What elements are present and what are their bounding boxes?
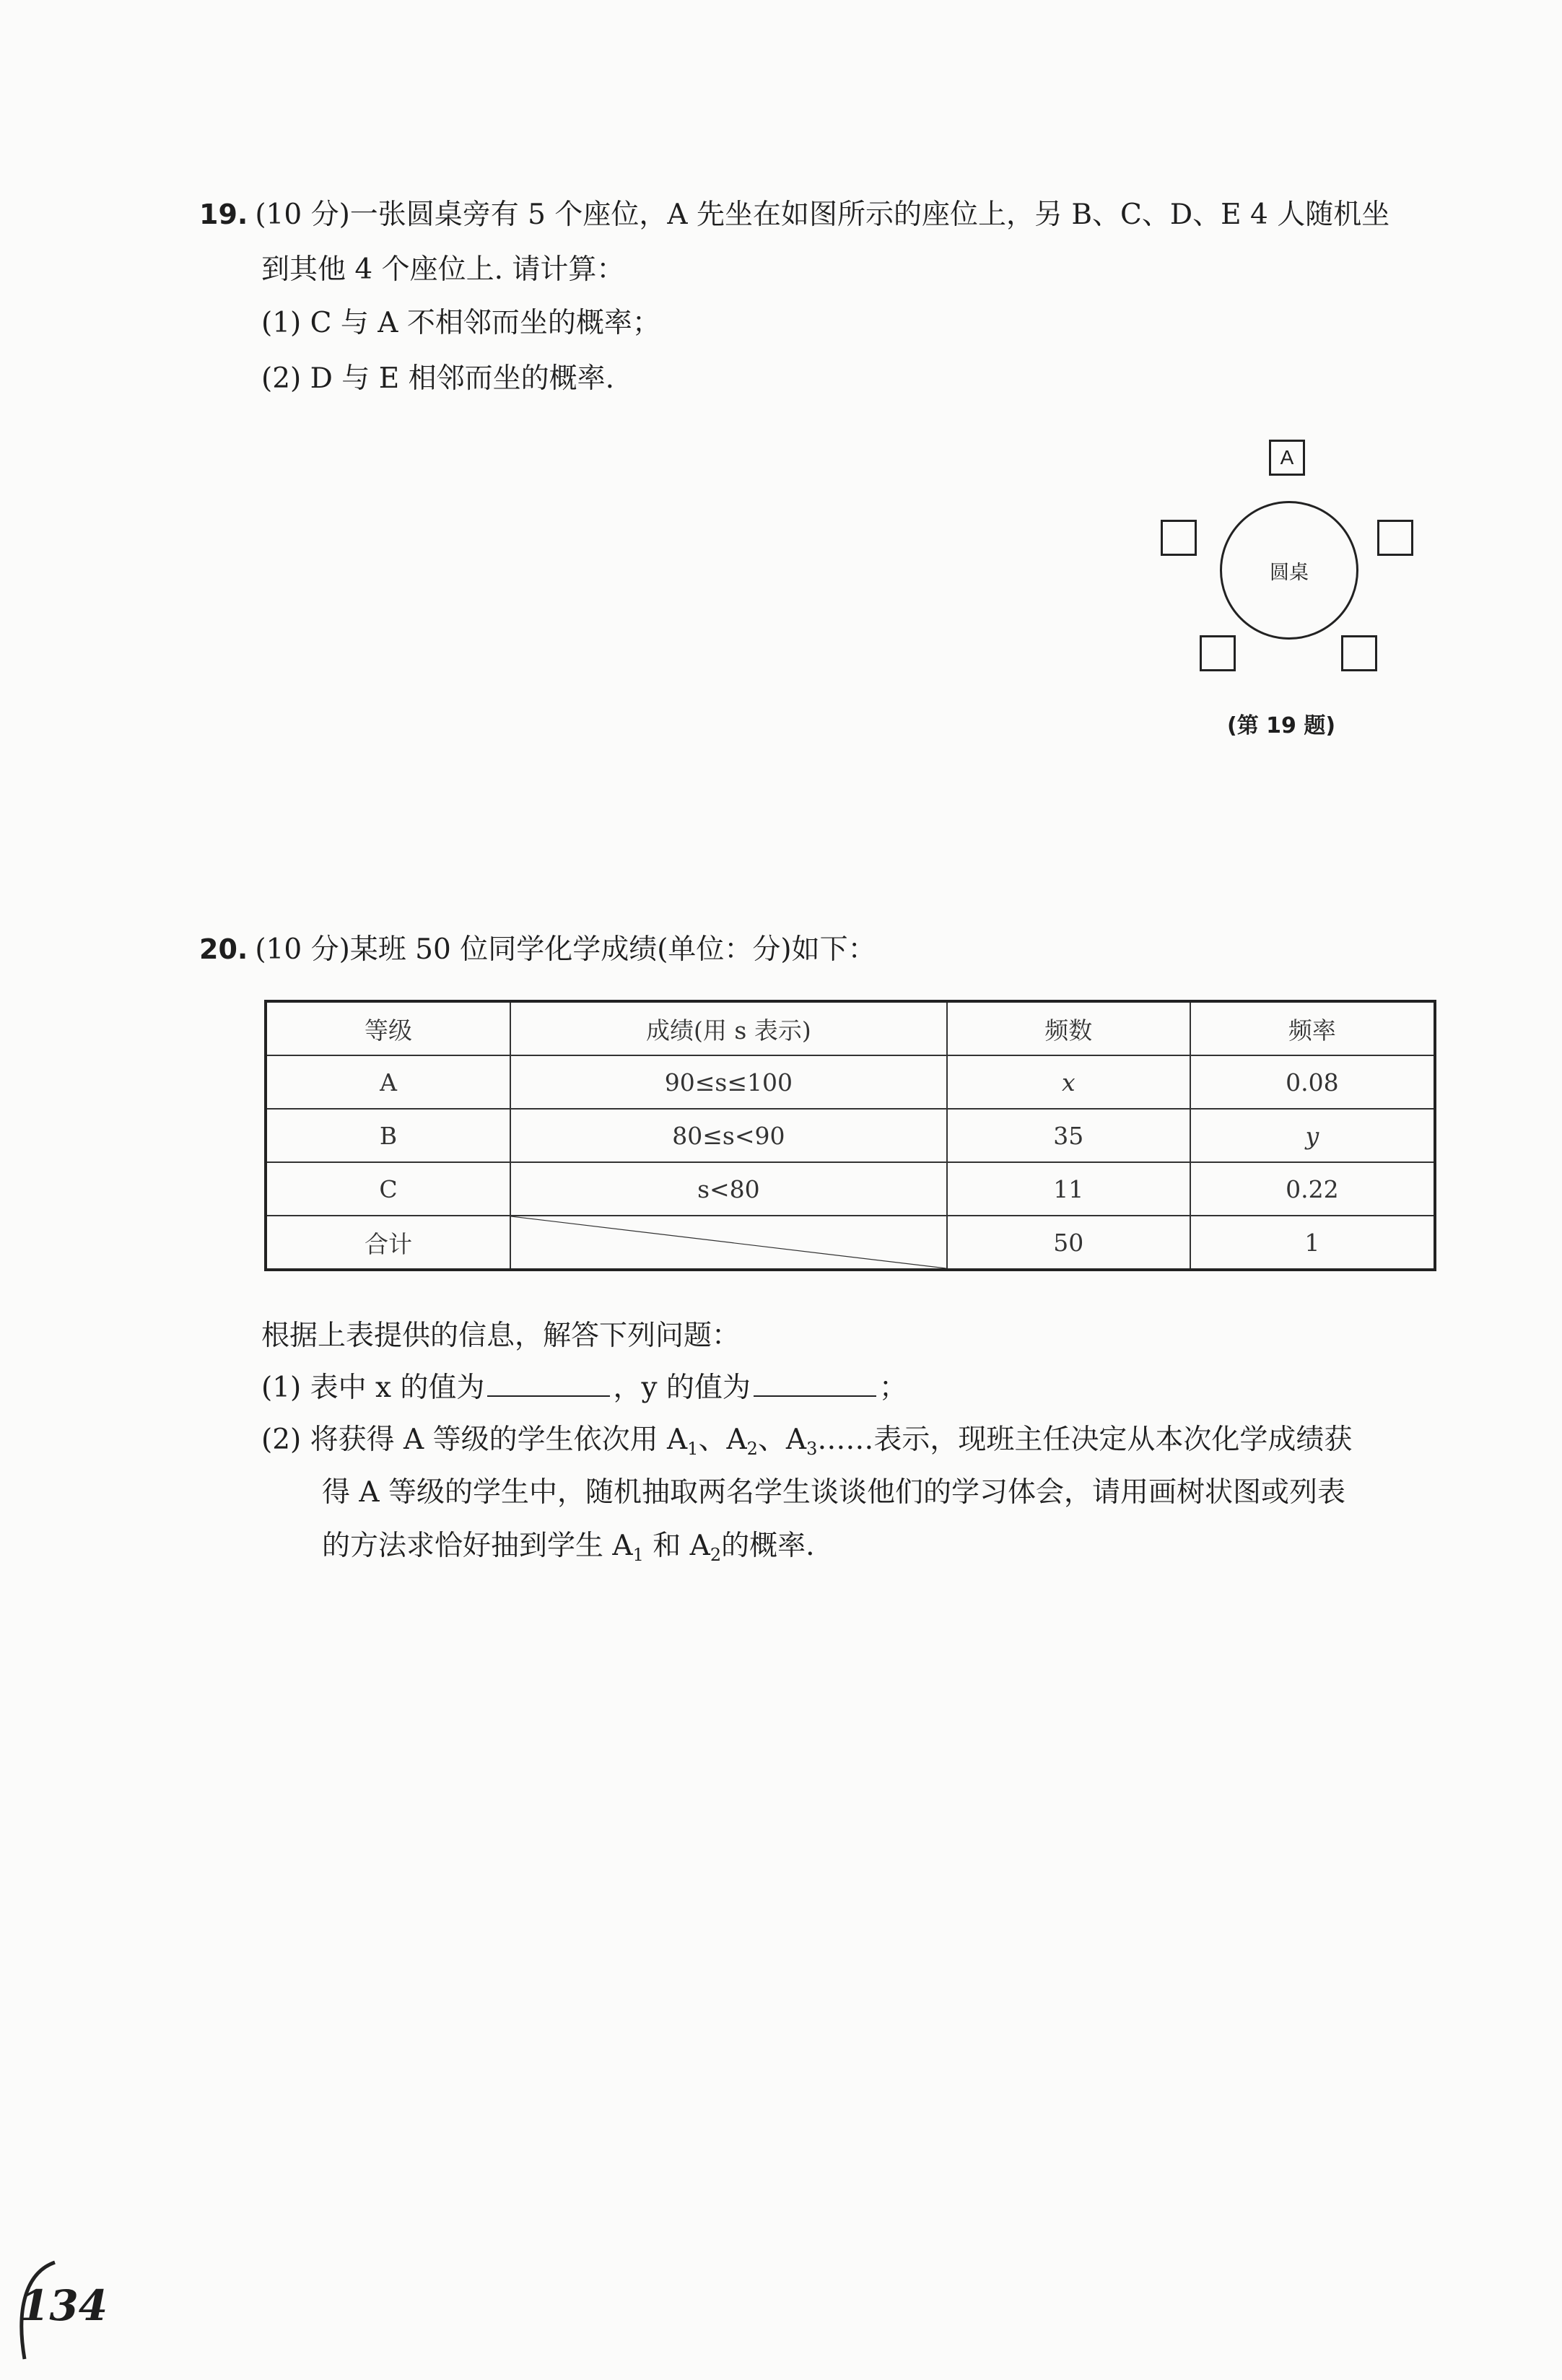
q20-part2-text: ……表示，现班主任决定从本次化学成绩获	[817, 1424, 1353, 1456]
q20-part1-text-c: ；	[878, 1372, 907, 1404]
table-cell: 80≤s<90	[510, 1109, 947, 1162]
diagonal-line	[511, 1216, 946, 1268]
table-header-row	[266, 1001, 1435, 1055]
table-cell: x	[947, 1055, 1190, 1109]
subscript: 2	[710, 1545, 722, 1565]
table-cell: 合计	[266, 1216, 510, 1270]
q20-part2-text: 的方法求恰好抽到学生 A	[322, 1530, 633, 1562]
q20-part2-text: 、A	[757, 1424, 807, 1456]
q19-line1	[199, 196, 1389, 233]
q20-part1	[261, 1370, 907, 1406]
table-cell: 0.22	[1190, 1162, 1435, 1216]
q20-part1-text-b: ，y 的值为	[613, 1372, 751, 1404]
table-cell: y	[1190, 1109, 1435, 1162]
table-cell: 50	[947, 1216, 1190, 1270]
seat-left	[1161, 520, 1197, 556]
q20-part2-line2: 得 A 等级的学生中，随机抽取两名学生谈谈他们的学习体会，请用画树状图或列表	[322, 1476, 1345, 1509]
q19-line2: 到其他 4 个座位上. 请计算：	[261, 253, 625, 286]
round-table	[1220, 501, 1358, 640]
table-cell: 35	[947, 1109, 1190, 1162]
q20-part2-text: 的概率.	[721, 1530, 815, 1562]
table-cell: 0.08	[1190, 1055, 1435, 1109]
table-row	[266, 1109, 1435, 1162]
table-header: 频数	[947, 1001, 1190, 1055]
q20-part2-line3	[322, 1528, 815, 1573]
table-header: 等级	[266, 1001, 510, 1055]
figure-caption: (第 19 题)	[1227, 713, 1336, 738]
table-cell: s<80	[510, 1162, 947, 1216]
table-cell: B	[266, 1109, 510, 1162]
seat-a: A	[1269, 440, 1305, 476]
table-header: 成绩(用 s 表示)	[510, 1001, 947, 1055]
q20-number: 20.	[199, 933, 248, 965]
subscript: 1	[632, 1545, 644, 1565]
table-cell: 11	[947, 1162, 1190, 1216]
grades-table	[264, 1000, 1436, 1271]
seat-bottom-right	[1341, 635, 1377, 671]
table-cell: A	[266, 1055, 510, 1109]
table-cell: C	[266, 1162, 510, 1216]
seat-bottom-left	[1200, 635, 1236, 671]
subscript: 3	[806, 1439, 818, 1459]
q20-part1-text-a: (1) 表中 x 的值为	[261, 1372, 485, 1404]
table-cell: 1	[1190, 1216, 1435, 1270]
q19-text-line1: (10 分)一张圆桌旁有 5 个座位，A 先坐在如图所示的座位上，另 B、C、D、E 4 人随机坐	[255, 199, 1390, 231]
subscript: 2	[746, 1439, 758, 1459]
q19-part1: (1) C 与 A 不相邻而坐的概率；	[261, 307, 660, 339]
q20-line1	[199, 931, 876, 968]
q20-part2-text: 和 A	[643, 1530, 710, 1562]
table-row	[266, 1055, 1435, 1109]
table-cell: 90≤s≤100	[510, 1055, 947, 1109]
y-answer-blank[interactable]	[754, 1371, 876, 1397]
q19-number: 19.	[199, 199, 248, 230]
q20-part2-text: 、A	[698, 1424, 747, 1456]
q20-part2-line1	[261, 1422, 1352, 1467]
table-row	[266, 1162, 1435, 1216]
q20-part2-text: (2) 将获得 A 等级的学生依次用 A	[261, 1424, 688, 1456]
page-number: 134	[20, 2281, 108, 2330]
q19-part2: (2) D 与 E 相邻而坐的概率.	[261, 362, 614, 395]
x-answer-blank[interactable]	[487, 1371, 610, 1397]
q20-text-line1: (10 分)某班 50 位同学化学成绩(单位：分)如下：	[255, 933, 876, 966]
table-row-total	[266, 1216, 1435, 1270]
q20-intro: 根据上表提供的信息，解答下列问题：	[261, 1320, 741, 1352]
seat-right	[1377, 520, 1413, 556]
subscript: 1	[687, 1439, 699, 1459]
table-cell-diagonal	[510, 1216, 947, 1270]
table-header: 频率	[1190, 1001, 1435, 1055]
round-table-label: 圆桌	[1270, 561, 1309, 584]
